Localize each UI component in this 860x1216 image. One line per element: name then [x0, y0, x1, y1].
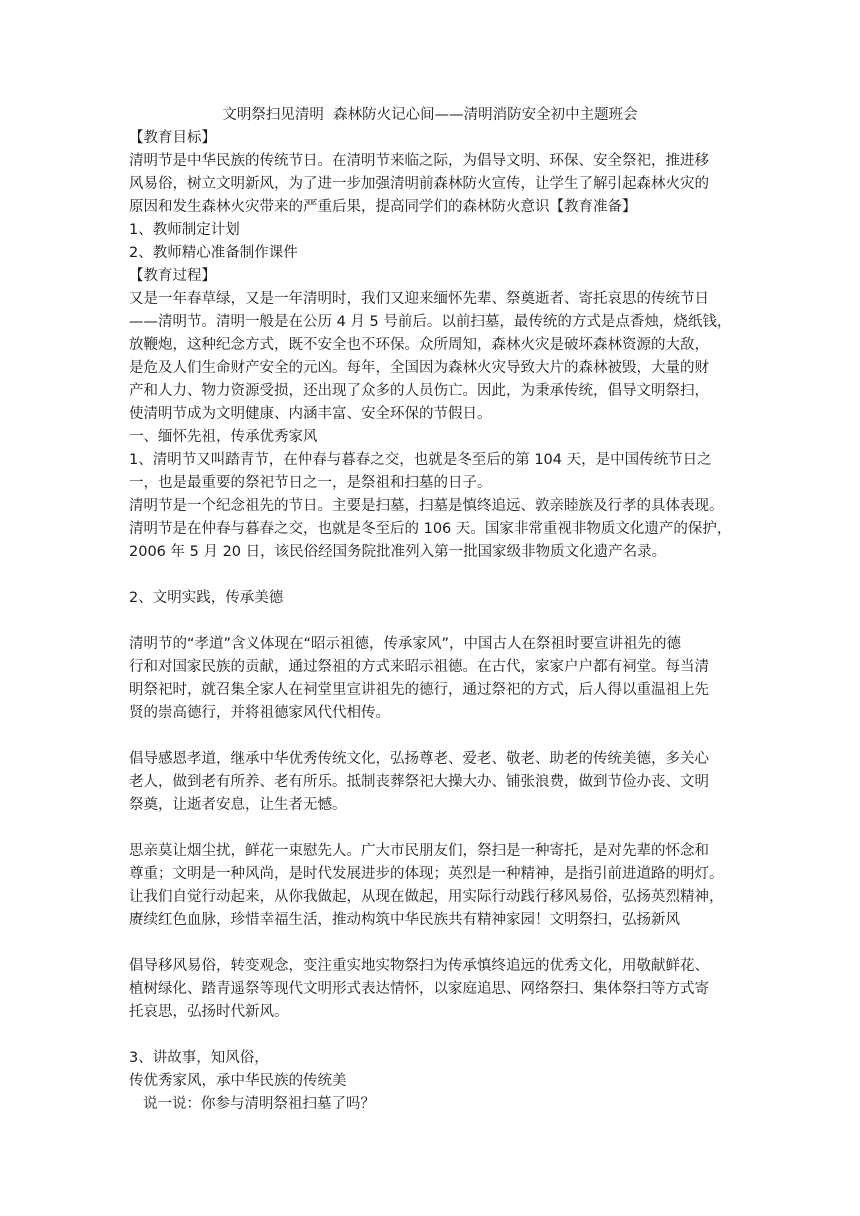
- paragraph-line: 一，也是最重要的祭祀节日之一，是祭祖和扫墓的日子。: [129, 475, 492, 491]
- paragraph-line: 赓续红色血脉，珍惜幸福生活，推动构筑中华民族共有精神家园！文明祭扫，弘扬新风: [129, 912, 680, 928]
- blank-line: [129, 725, 731, 748]
- paragraph-line: 清明节是在仲春与暮春之交，也就是冬至后的 106 天。国家非常重视非物质文化遗产的保护，: [129, 521, 732, 537]
- paragraph-line: 贤的崇高德行，并将祖德家风代代相传。: [129, 705, 390, 721]
- paragraph-line: 3、讲故事，知风俗，: [129, 1050, 269, 1066]
- paragraph-line: 放鞭炮，这种纪念方式，既不安全也不环保。众所周知，森林火灾是破坏森林资源的大敌，: [129, 337, 709, 353]
- paragraph-line: 思亲莫让烟尘扰，鲜花一束慰先人。广大市民朋友们，祭扫是一种寄托，是对先辈的怀念和: [129, 843, 709, 859]
- blank-line: [129, 932, 731, 955]
- paragraph-line: 产和人力、物力资源受损，还出现了众多的人员伤亡。因此，为秉承传统，倡导文明祭扫，: [129, 383, 709, 399]
- paragraph-line: 传优秀家风，承中华民族的传统美: [129, 1073, 347, 1089]
- paragraph-line: 祭奠，让逝者安息，让生者无憾。: [129, 797, 347, 813]
- paragraph-line: 2、文明实践，传承美德: [129, 590, 284, 606]
- paragraph-line: 1、清明节又叫踏青节，在仲春与暮春之交，也就是冬至后的第 104 天，是中国传统节日之: [129, 452, 712, 468]
- paragraph-line: 托哀思，弘扬时代新风。: [129, 1004, 289, 1020]
- paragraph-line: 倡导移风易俗，转变观念，变注重实地实物祭扫为传承慎终追远的优秀文化，用敬献鲜花、: [129, 958, 709, 974]
- paragraph-line: 说一说：你参与清明祭祖扫墓了吗？: [143, 1096, 375, 1112]
- paragraph-line: 让我们自觉行动起来，从你我做起，从现在做起，用实际行动践行移风易俗，弘扬英烈精神，: [129, 889, 724, 905]
- blank-line: [129, 1024, 731, 1047]
- blank-line: [129, 564, 731, 587]
- paragraph-line: 又是一年春草绿，又是一年清明时，我们又迎来缅怀先辈、祭奠逝者、寄托哀思的传统节日: [129, 291, 709, 307]
- paragraph-line: 原因和发生森林火灾带来的严重后果，提高同学们的森林防火意识【教育准备】: [129, 199, 637, 215]
- paragraph-line: 一、缅怀先祖，传承优秀家风: [129, 429, 318, 445]
- paragraph-line: 【教育过程】: [129, 268, 216, 284]
- paragraph-line: 清明节是一个纪念祖先的节日。主要是扫墓，扫墓是慎终追远、敦亲睦族及行孝的具体表现。: [129, 498, 724, 514]
- paragraph-line: 清明节是中华民族的传统节日。在清明节来临之际，为倡导文明、环保、安全祭祀，推进移: [129, 153, 709, 169]
- paragraph-line: 清明节的“孝道”含义体现在“昭示祖德，传承家风”，中国古人在祭祖时要宣讲祖先的德: [129, 636, 682, 652]
- paragraph-line: 【教育目标】: [129, 130, 216, 146]
- paragraph-line: 倡导感恩孝道，继承中华优秀传统文化，弘扬尊老、爱老、敬老、助老的传统美德，多关心: [129, 751, 709, 767]
- paragraph-line: ——清明节。清明一般是在公历 4 月 5 号前后。以前扫墓，最传统的方式是点香烛，烧纸钱，: [129, 314, 732, 330]
- document-page: [129, 104, 731, 1116]
- paragraph-line: 植树绿化、踏青遥祭等现代文明形式表达情怀，以家庭追思、网络祭扫、集体祭扫等方式寄: [129, 981, 709, 997]
- blank-line: [129, 610, 731, 633]
- paragraph-line: 2、教师精心准备制作课件: [129, 245, 298, 261]
- blank-line: [129, 817, 731, 840]
- paragraph-line: 风易俗，树立文明新风，为了进一步加强清明前森林防火宣传，让学生了解引起森林火灾的: [129, 176, 709, 192]
- paragraph-line: 是危及人们生命财产安全的元凶。每年，全国因为森林火灾导致大片的森林被毁，大量的财: [129, 360, 709, 376]
- document-title: 文明祭扫见清明 森林防火记心间——清明消防安全初中主题班会: [222, 107, 638, 123]
- paragraph-line: 1、教师制定计划: [129, 222, 240, 238]
- paragraph-line: 使清明节成为文明健康、内涵丰富、安全环保的节假日。: [129, 406, 492, 422]
- paragraph-line: 行和对国家民族的贡献，通过祭祖的方式来昭示祖德。在古代，家家户户都有祠堂。每当清: [129, 659, 709, 675]
- paragraph-line: 老人，做到老有所养、老有所乐。抵制丧葬祭祀大操大办、铺张浪费，做到节俭办丧、文明: [129, 774, 709, 790]
- paragraph-line: 明祭祀时，就召集全家人在祠堂里宣讲祖先的德行，通过祭祀的方式，后人得以重温祖上先: [129, 682, 709, 698]
- paragraph-line: 尊重；文明是一种风尚，是时代发展进步的体现；英烈是一种精神，是指引前进道路的明灯。: [129, 866, 724, 882]
- document-body: [129, 127, 731, 1116]
- paragraph-line: 2006 年 5 月 20 日，该民俗经国务院批准列入第一批国家级非物质文化遗产名录。: [129, 544, 667, 560]
